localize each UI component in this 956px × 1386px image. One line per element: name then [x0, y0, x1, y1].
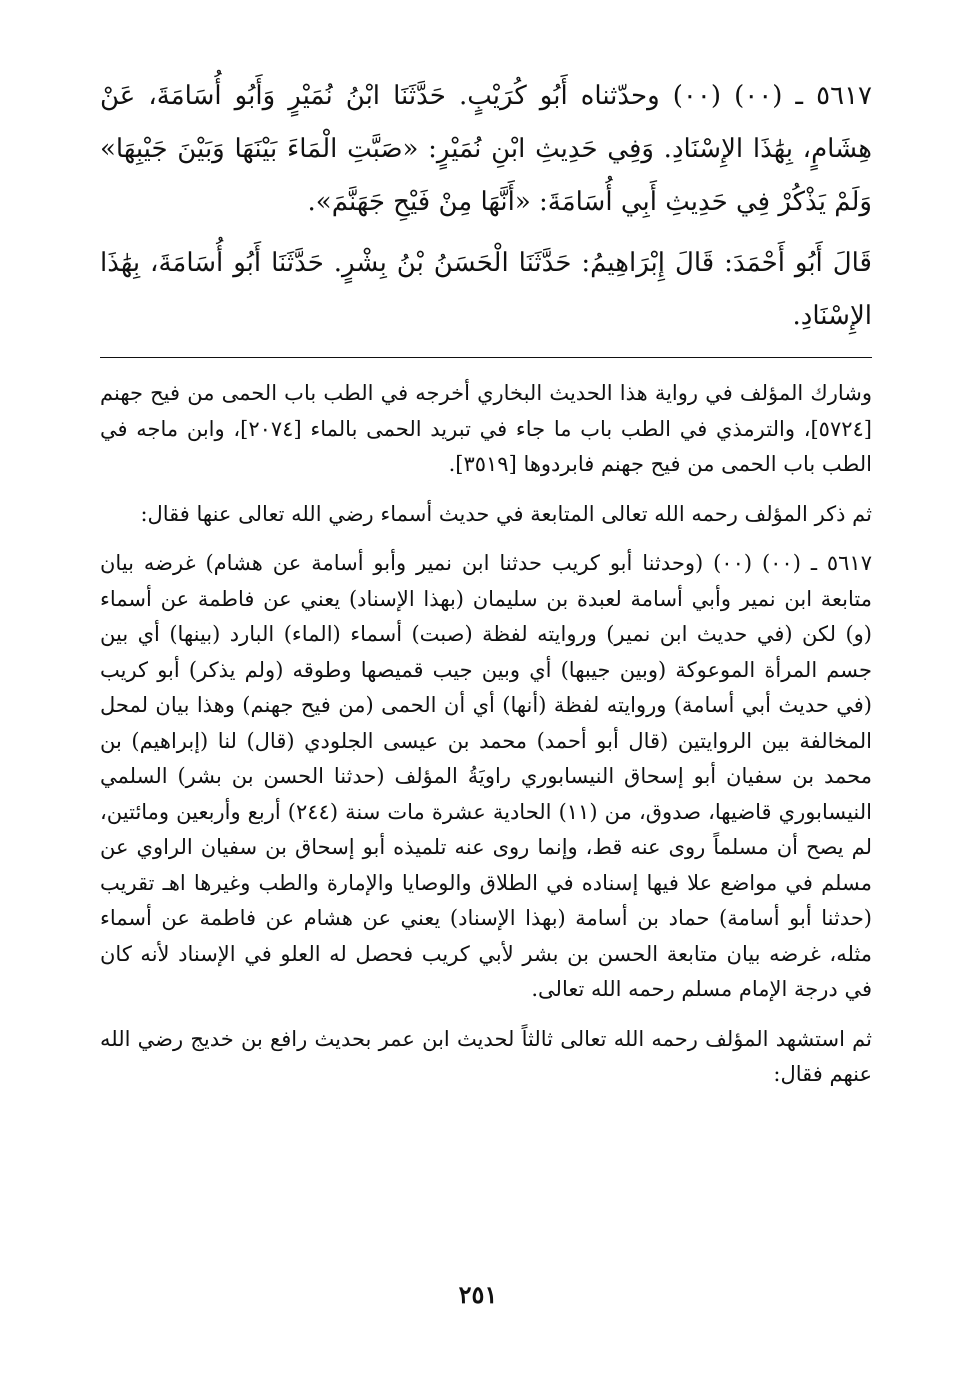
commentary-takhrij: وشارك المؤلف في رواية هذا الحديث البخاري أخرجه في الطب باب الحمى من فيح جهنم [٥٧٢٤]، والترمذي في الطب باب ما جاء في تبريد الحمى بالماء [٢٠٧٤]، وابن ماجه في الطب باب الحمى من فيح جهنم فابردوها [٣٥١٩]. — [100, 381, 872, 476]
separator-line — [100, 357, 872, 358]
commentary-intro-mutaba: ثم ذكر المؤلف رحمه الله تعالى المتابعة في حديث أسماء رضي الله تعالى عنها فقال: — [140, 501, 872, 526]
commentary-istishhad: ثم استشهد المؤلف رحمه الله تعالى ثالثاً لحديث ابن عمر بحديث رافع بن خديج رضي الله عنهم فقال: — [100, 1026, 872, 1086]
page-number: ٢٥١ — [458, 1280, 498, 1309]
hadith-text-5617: ٥٦١٧ ـ (٠٠) (٠٠) وحدّثناه أَبُو كُرَيْبٍ. حَدَّثَنَا ابْنُ نُمَيْرٍ وَأَبُو أُسَامَةَ، عَنْ هِشَامٍ، بِهَٰذَا الإِسْنَادِ. وَفِي حَدِيثِ ابْنِ نُمَيْرٍ: «صَبَّتِ الْمَاءَ بَيْنَهَا وَبَيْنَ جَيْبِهَا» وَلَمْ يَذْكُرْ فِي حَدِيثِ أَبِي أُسَامَةَ: «أَنَّهَا مِنْ فَيْحِ جَهَنَّمَ». — [100, 81, 872, 217]
page-body — [100, 70, 872, 1093]
commentary-5617: ٥٦١٧ ـ (٠٠) (٠٠) (وحدثنا أبو كريب حدثنا ابن نمير وأبو أسامة عن هشام) غرضه بيان متابعة ابن نمير وأبي أسامة لعبدة بن سليمان (بهذا الإسناد) يعني عن فاطمة عن أسماء (و) لكن (في حديث ابن نمير) وروايته لفظة (صبت) أسماء (الماء) البارد (بينها) أي بين جسم المرأة الموعوكة (وبين جيبها) أي وبين جيب قميصها وطوقه (ولم يذكر) أبو كريب (في حديث أبي أسامة) وروايته لفظة (أنها) أي أن الحمى (من فيح جهنم) وهذا بيان لمحل المخالفة بين الروايتين (قال أبو أحمد) محمد بن عيسى الجلودي (قال) لنا (إبراهيم) بن محمد بن سفيان أبو إسحاق النيسابوري راويَةُ المؤلف (حدثنا الحسن بن بشر) السلمي النيسابوري قاضيها، صدوق، من (١١) الحادية عشرة مات سنة (٢٤٤) أربع وأربعين ومائتين، لم يصح أن مسلماً روى عنه قط، وإنما روى عنه تلميذه أبو إسحاق بن سفيان الراوي عن مسلم في مواضع علا فيها إسناده في الطلاق والوصايا والإمارة والطب وغيرها اهـ تقريب (حدثنا أبو أسامة) حماد بن أسامة (بهذا الإسناد) يعني عن هشام عن فاطمة عن أسماء مثله، غرضه بيان متابعة الحسن بن بشر لأبي كريب فحصل له العلو في الإسناد لأنه كان في درجة الإمام مسلم رحمه الله تعالى. — [100, 551, 872, 1001]
hadith-text-abu-ahmad: قَالَ أَبُو أَحْمَدَ: قَالَ إِبْرَاهِيمُ: حَدَّثَنَا الْحَسَنُ بْنُ بِشْرٍ. حَدَّثَنَا أَبُو أُسَامَةَ، بِهَٰذَا الإِسْنَادِ. — [100, 248, 872, 331]
